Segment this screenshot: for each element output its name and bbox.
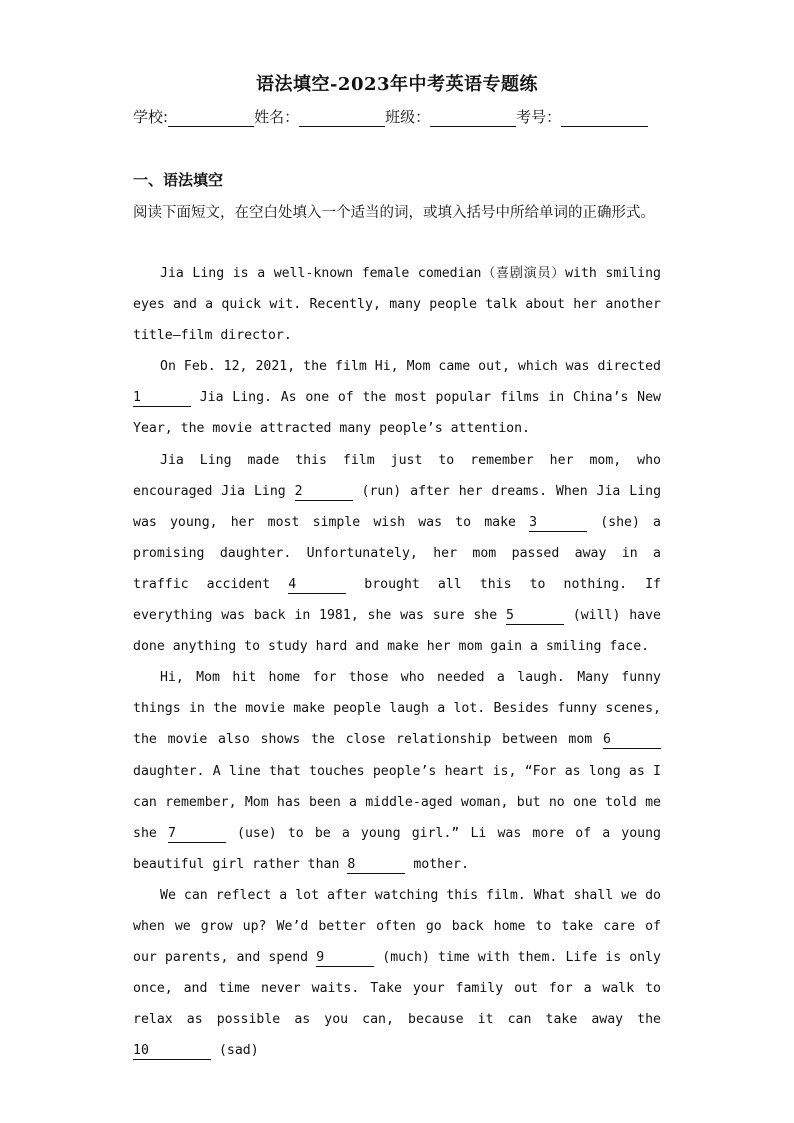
answer-blank-5[interactable]: 5 bbox=[506, 608, 564, 625]
answer-blank-2[interactable]: 2 bbox=[295, 484, 353, 501]
passage-text: mother. bbox=[405, 856, 469, 872]
name-field bbox=[254, 106, 385, 127]
name-label: 姓名： bbox=[254, 108, 300, 126]
passage-text: (sad) bbox=[211, 1043, 259, 1059]
class-blank[interactable] bbox=[430, 108, 516, 127]
school-label: 学校: bbox=[133, 108, 169, 126]
answer-blank-10[interactable]: 10 bbox=[133, 1043, 211, 1060]
passage-text: Jia Ling. As one of the most popular films in China’s New Year, the movie attracted many people’s attention. bbox=[133, 390, 661, 437]
passage-text: Jia Ling made this film just to remember her mom, who encouraged Jia Ling bbox=[133, 452, 661, 499]
passage-text: brought all this to nothing. If everything was back in 1981, she was sure she bbox=[133, 576, 661, 624]
passage-text: (she) a promising daughter. Unfortunately, her mom passed away in a traffic accident bbox=[133, 514, 661, 592]
answer-blank-1[interactable]: 1 bbox=[133, 390, 191, 407]
class-label: 班级： bbox=[385, 108, 431, 126]
answer-blank-7[interactable]: 7 bbox=[168, 826, 226, 843]
exam-number-blank[interactable] bbox=[561, 108, 648, 127]
passage-text: (will) have done anything to study hard and make her mom gain a smiling face. bbox=[133, 608, 661, 655]
passage-text: (much) time with them. Life is only once, and time never waits. Take your family out for a walk to relax as possible as you can, because it can take away the bbox=[133, 950, 661, 1028]
exam-number-label: 考号： bbox=[516, 108, 562, 126]
passage-paragraph bbox=[133, 662, 661, 880]
passage-paragraph bbox=[133, 258, 661, 351]
instruction-text: 阅读下面短文，在空白处填入一个适当的词，或填入括号中所给单词的正确形式。 bbox=[133, 205, 655, 221]
passage-text: (run) after her dreams. When Jia Ling was young, her most simple wish was to make bbox=[133, 483, 662, 530]
name-blank[interactable] bbox=[299, 108, 385, 127]
passage bbox=[133, 258, 661, 1066]
passage-text: Hi, Mom hit home for those who needed a laugh. Many funny things in the movie make people laugh a lot. Besides funny scenes, the movie also shows the close relationship between mom bbox=[133, 670, 661, 748]
student-info-row bbox=[133, 106, 661, 127]
passage-text: On Feb. 12, 2021, the film Hi, Mom came out, which was directed bbox=[160, 359, 661, 375]
answer-blank-6[interactable]: 6 bbox=[603, 732, 661, 749]
answer-blank-9[interactable]: 9 bbox=[316, 950, 374, 967]
exam-number-field bbox=[516, 106, 648, 127]
answer-blank-3[interactable]: 3 bbox=[529, 515, 587, 532]
class-field bbox=[385, 106, 516, 127]
section-title: 一、语法填空 bbox=[133, 171, 224, 189]
answer-blank-8[interactable]: 8 bbox=[347, 857, 405, 874]
passage-text: (use) to be a young girl.” Li was more of a young beautiful girl rather than bbox=[133, 825, 661, 872]
answer-blank-4[interactable]: 4 bbox=[288, 577, 346, 594]
passage-text: Jia Ling is a well-known female comedian（喜剧演员）with smiling eyes and a quick wit. Recently, many people talk about her another title—film director. bbox=[133, 266, 661, 344]
school-field bbox=[133, 106, 254, 127]
passage-paragraph bbox=[133, 445, 661, 663]
passage-text: We can reflect a lot after watching this film. What shall we do when we grow up? We’d better often go back home to take care of our parents, and spend bbox=[133, 887, 661, 966]
passage-paragraph bbox=[133, 351, 661, 444]
passage-text: daughter. A line that touches people’s heart is, “For as long as I can remember, Mom has been a middle-aged woman, but no one told me she bbox=[133, 763, 661, 841]
passage-paragraph bbox=[133, 880, 661, 1067]
school-blank[interactable] bbox=[168, 108, 254, 127]
page-title: 语法填空-2023年中考英语专题练 bbox=[255, 74, 539, 95]
